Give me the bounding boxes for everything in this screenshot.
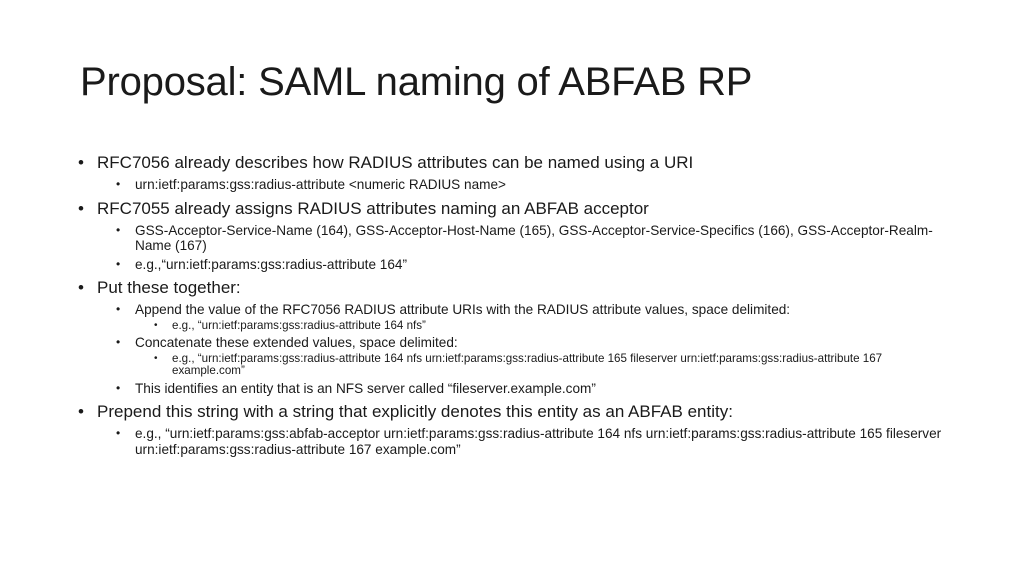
bullet-dot: • bbox=[116, 426, 121, 440]
bullet-dot: • bbox=[116, 256, 121, 271]
bullet-dot: • bbox=[78, 153, 84, 172]
bullet-item bbox=[78, 401, 958, 457]
bullet-dot: • bbox=[154, 352, 158, 364]
sub-bullet-list bbox=[116, 177, 958, 193]
sub-bullet-item bbox=[116, 223, 958, 254]
sub-bullet-list bbox=[116, 302, 958, 396]
bullet-dot: • bbox=[154, 319, 158, 331]
sub-bullet-text: Append the value of the RFC7056 RADIUS attribute URIs with the RADIUS attribute values, space delimited: bbox=[135, 302, 791, 317]
sub-sub-bullet-text: e.g., “urn:ietf:params:gss:radius-attribute 164 nfs urn:ietf:params:gss:radius-attribute 165 fileserver urn:ietf:params:gss:radius-attribute 167 example.com” bbox=[172, 351, 883, 377]
sub-bullet-text: e.g.,“urn:ietf:params:gss:radius-attribute 164” bbox=[135, 256, 408, 272]
sub-bullet-item bbox=[116, 335, 958, 378]
sub-sub-bullet-item bbox=[154, 320, 958, 333]
bullet-dot: • bbox=[78, 402, 84, 421]
sub-bullet-item bbox=[116, 381, 958, 397]
sub-bullet-item bbox=[116, 302, 958, 332]
sub-bullet-item bbox=[116, 426, 958, 457]
sub-sub-bullet-text: e.g., “urn:ietf:params:gss:radius-attribute 164 nfs” bbox=[172, 318, 426, 332]
sub-sub-bullet-list bbox=[154, 353, 958, 378]
sub-bullet-text: GSS-Acceptor-Service-Name (164), GSS-Acceptor-Host-Name (165), GSS-Acceptor-Service-Specifics (166), GSS-Acceptor-Realm-Name (167) bbox=[135, 222, 933, 253]
bullet-dot: • bbox=[116, 335, 121, 349]
bullet-list bbox=[78, 152, 958, 457]
sub-bullet-text: e.g., “urn:ietf:params:gss:abfab-acceptor urn:ietf:params:gss:radius-attribute 164 nfs urn:ietf:params:gss:radius-attribute 165 fileserver urn:ietf:params:gss:radius-attribute 167 example.com” bbox=[135, 426, 942, 457]
bullet-dot: • bbox=[116, 302, 121, 316]
sub-bullet-list bbox=[116, 223, 958, 273]
bullet-dot: • bbox=[78, 278, 84, 297]
sub-bullet-text: urn:ietf:params:gss:radius-attribute <numeric RADIUS name> bbox=[135, 177, 506, 192]
bullet-dot: • bbox=[78, 198, 84, 218]
bullet-text: RFC7055 already assigns RADIUS attributes naming an ABFAB acceptor bbox=[97, 198, 649, 218]
bullet-dot: • bbox=[116, 380, 121, 395]
bullet-item bbox=[78, 152, 958, 193]
slide-title: Proposal: SAML naming of ABFAB RP bbox=[80, 60, 753, 104]
sub-bullet-item bbox=[116, 257, 958, 273]
bullet-dot: • bbox=[116, 177, 121, 191]
sub-sub-bullet-item bbox=[154, 353, 958, 378]
sub-bullet-text: This identifies an entity that is an NFS server called “fileserver.example.com” bbox=[135, 380, 596, 396]
sub-bullet-item bbox=[116, 177, 958, 193]
sub-bullet-list bbox=[116, 426, 958, 457]
bullet-item bbox=[78, 277, 958, 396]
sub-sub-bullet-list bbox=[154, 320, 958, 333]
bullet-item bbox=[78, 198, 958, 273]
bullet-text: Prepend this string with a string that explicitly denotes this entity as an ABFAB entity: bbox=[97, 402, 733, 421]
sub-bullet-text: Concatenate these extended values, space delimited: bbox=[135, 335, 458, 350]
bullet-dot: • bbox=[116, 222, 121, 237]
bullet-text: RFC7056 already describes how RADIUS attributes can be named using a URI bbox=[97, 153, 694, 172]
bullet-text: Put these together: bbox=[97, 278, 241, 297]
